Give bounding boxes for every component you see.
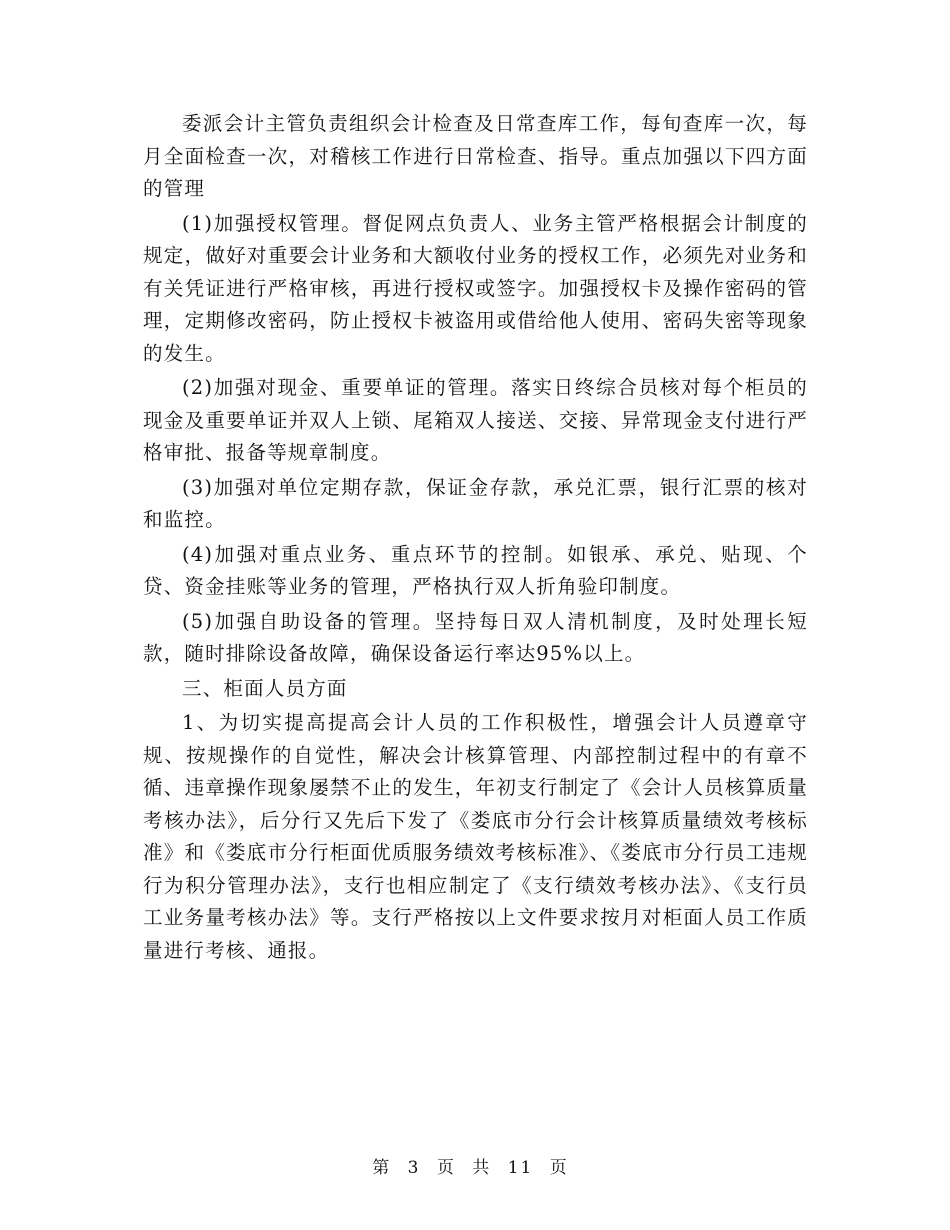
- paragraph-deposit-monitoring: (3)加强对单位定期存款，保证金存款，承兑汇票，银行汇票的核对和监控。: [143, 475, 808, 531]
- page-number: 3: [407, 1158, 421, 1178]
- page-footer: [0, 1153, 950, 1178]
- section-heading-counter-staff: 三、柜面人员方面: [182, 676, 348, 700]
- paragraph-cash-documents-management: (2)加强对现金、重要单证的管理。落实日终综合员核对每个柜员的现金及重要单证并双人上锁、尾箱双人接送、交接、异常现金支付进行严格审批、报备等规章制度。: [143, 376, 808, 464]
- paragraph-self-service-equipment: (5)加强自助设备的管理。坚持每日双人清机制度，及时处理长短款，随时排除设备故障，确保设备运行率达95%以上。: [143, 609, 808, 665]
- paragraph-authorization-management: (1)加强授权管理。督促网点负责人、业务主管严格根据会计制度的规定，做好对重要会计业务和大额收付业务的授权工作，必须先对业务和有关凭证进行严格审核，再进行授权或签字。加强授权卡及操作密码的管理，定期修改密码，防止授权卡被盗用或借给他人使用、密码失密等现象的发生。: [143, 211, 808, 365]
- page-label-prefix: 第: [372, 1158, 392, 1178]
- paragraph-key-business-control: (4)加强对重点业务、重点环节的控制。如银承、承兑、贴现、个贷、资金挂账等业务的管理，严格执行双人折角验印制度。: [143, 542, 808, 598]
- total-label-suffix: 页: [549, 1158, 569, 1178]
- paragraph-staff-assessment: 1、为切实提高提高会计人员的工作积极性，增强会计人员遵章守规、按规操作的自觉性，解决会计核算管理、内部控制过程中的有章不循、违章操作现象屡禁不止的发生，年初支行制定了《会计人员核算质量考核办法》，后分行又先后下发了《娄底市分行会计核算质量绩效考核标准》和《娄底市分行柜面优质服务绩效考核标准》、《娄底市分行员工违规行为积分管理办法》，支行也相应制定了《支行绩效考核办法》、《支行员工业务量考核办法》等。支行严格按以上文件要求按月对柜面人员工作质量进行考核、通报。: [143, 711, 808, 962]
- total-pages: 11: [507, 1158, 534, 1178]
- document-body: [143, 108, 808, 967]
- paragraph-audit-supervision: 委派会计主管负责组织会计检查及日常查库工作，每旬查库一次，每月全面检查一次，对稽核工作进行日常检查、指导。重点加强以下四方面的管理: [143, 112, 808, 200]
- total-label-prefix: 共: [472, 1158, 492, 1178]
- page-label-mid: 页: [436, 1158, 456, 1178]
